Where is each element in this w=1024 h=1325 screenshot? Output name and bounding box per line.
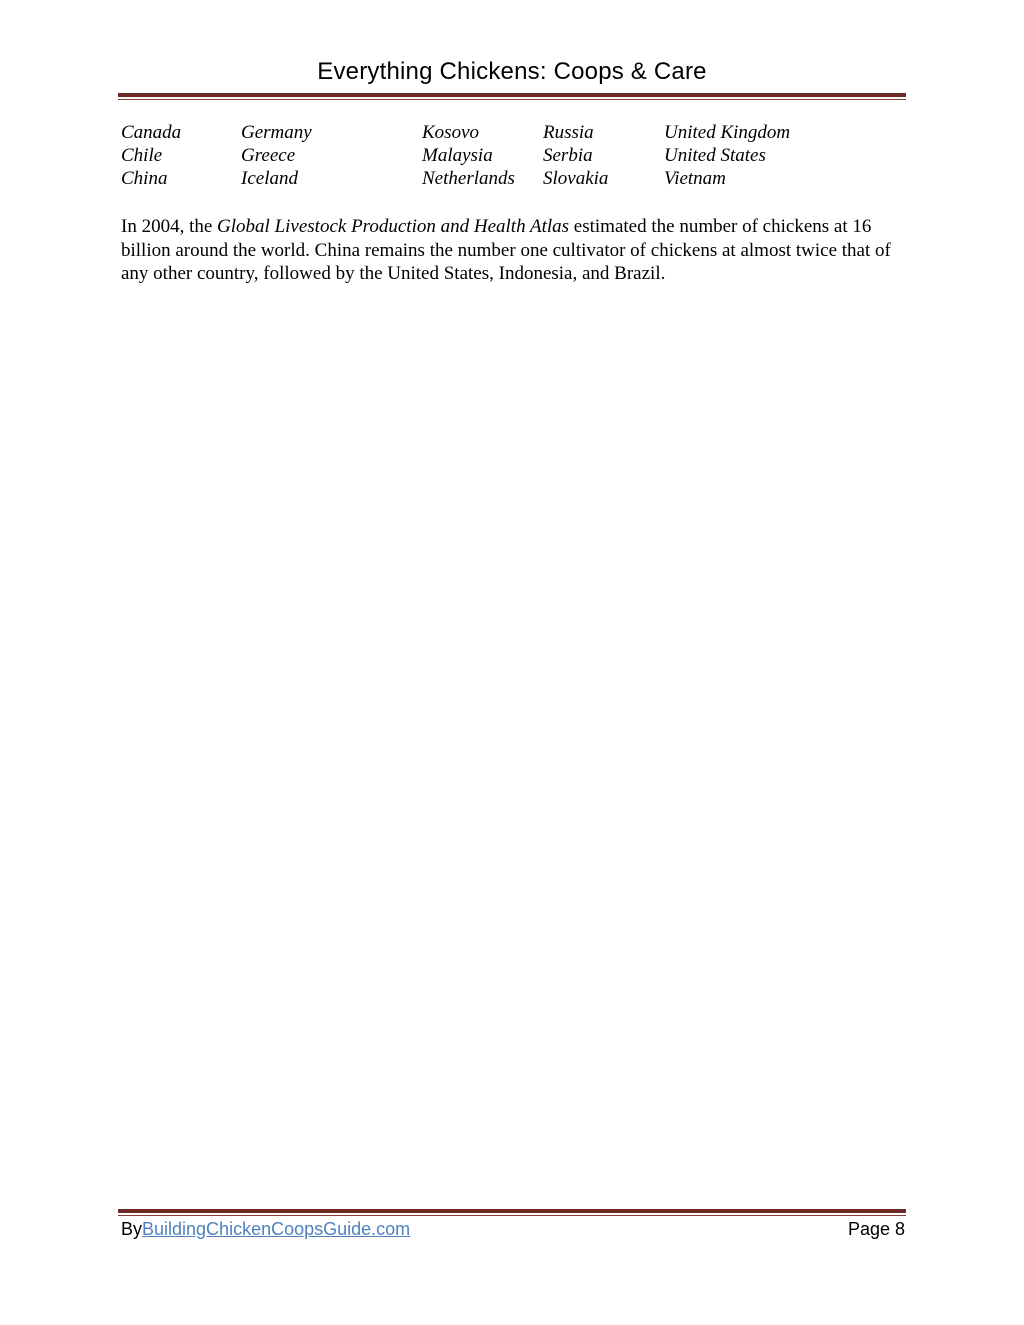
paragraph-text-after: estimated the number of chickens at 16 billion around the world. China remains the number one cultivator of chickens at almost twice that of any other country, followed by the United States, Indonesia, and Brazil. — [121, 216, 891, 284]
footer-credit — [121, 1219, 410, 1240]
page-number: Page 8 — [847, 1219, 905, 1239]
country-cell: Malaysia — [422, 145, 493, 166]
country-row — [121, 122, 824, 145]
country-cell: Canada — [121, 122, 182, 143]
header-rule-thin — [118, 99, 906, 100]
country-cell: China — [121, 168, 168, 189]
country-cell: Iceland — [241, 168, 298, 189]
header-rule-thick — [118, 93, 906, 97]
country-cell: Netherlands — [422, 168, 515, 189]
country-row — [121, 145, 824, 168]
body-paragraph — [121, 215, 911, 286]
country-cell: United States — [664, 145, 766, 166]
country-cell: Germany — [241, 122, 312, 143]
footer-rule-thin — [118, 1215, 906, 1216]
country-cell: United Kingdom — [664, 122, 791, 143]
header-title: Everything Chickens: Coops & Care — [317, 58, 707, 85]
country-cell: Serbia — [543, 145, 593, 166]
atlas-title: Global Livestock Production and Health Atlas — [217, 216, 570, 237]
header-rule — [118, 93, 906, 100]
country-row — [121, 168, 824, 191]
footer-site-link[interactable]: BuildingChickenCoopsGuide.com — [142, 1219, 411, 1239]
footer-rule — [118, 1209, 906, 1216]
paragraph-text-before: In 2004, the — [121, 216, 218, 237]
country-cell: Greece — [241, 145, 296, 166]
country-cell: Vietnam — [664, 168, 726, 189]
country-table — [121, 122, 824, 191]
country-cell: Chile — [121, 145, 163, 166]
footer-rule-thick — [118, 1209, 906, 1213]
country-cell: Kosovo — [422, 122, 479, 143]
footer-by: By — [121, 1219, 143, 1239]
country-cell: Russia — [543, 122, 594, 143]
country-cell: Slovakia — [543, 168, 609, 189]
